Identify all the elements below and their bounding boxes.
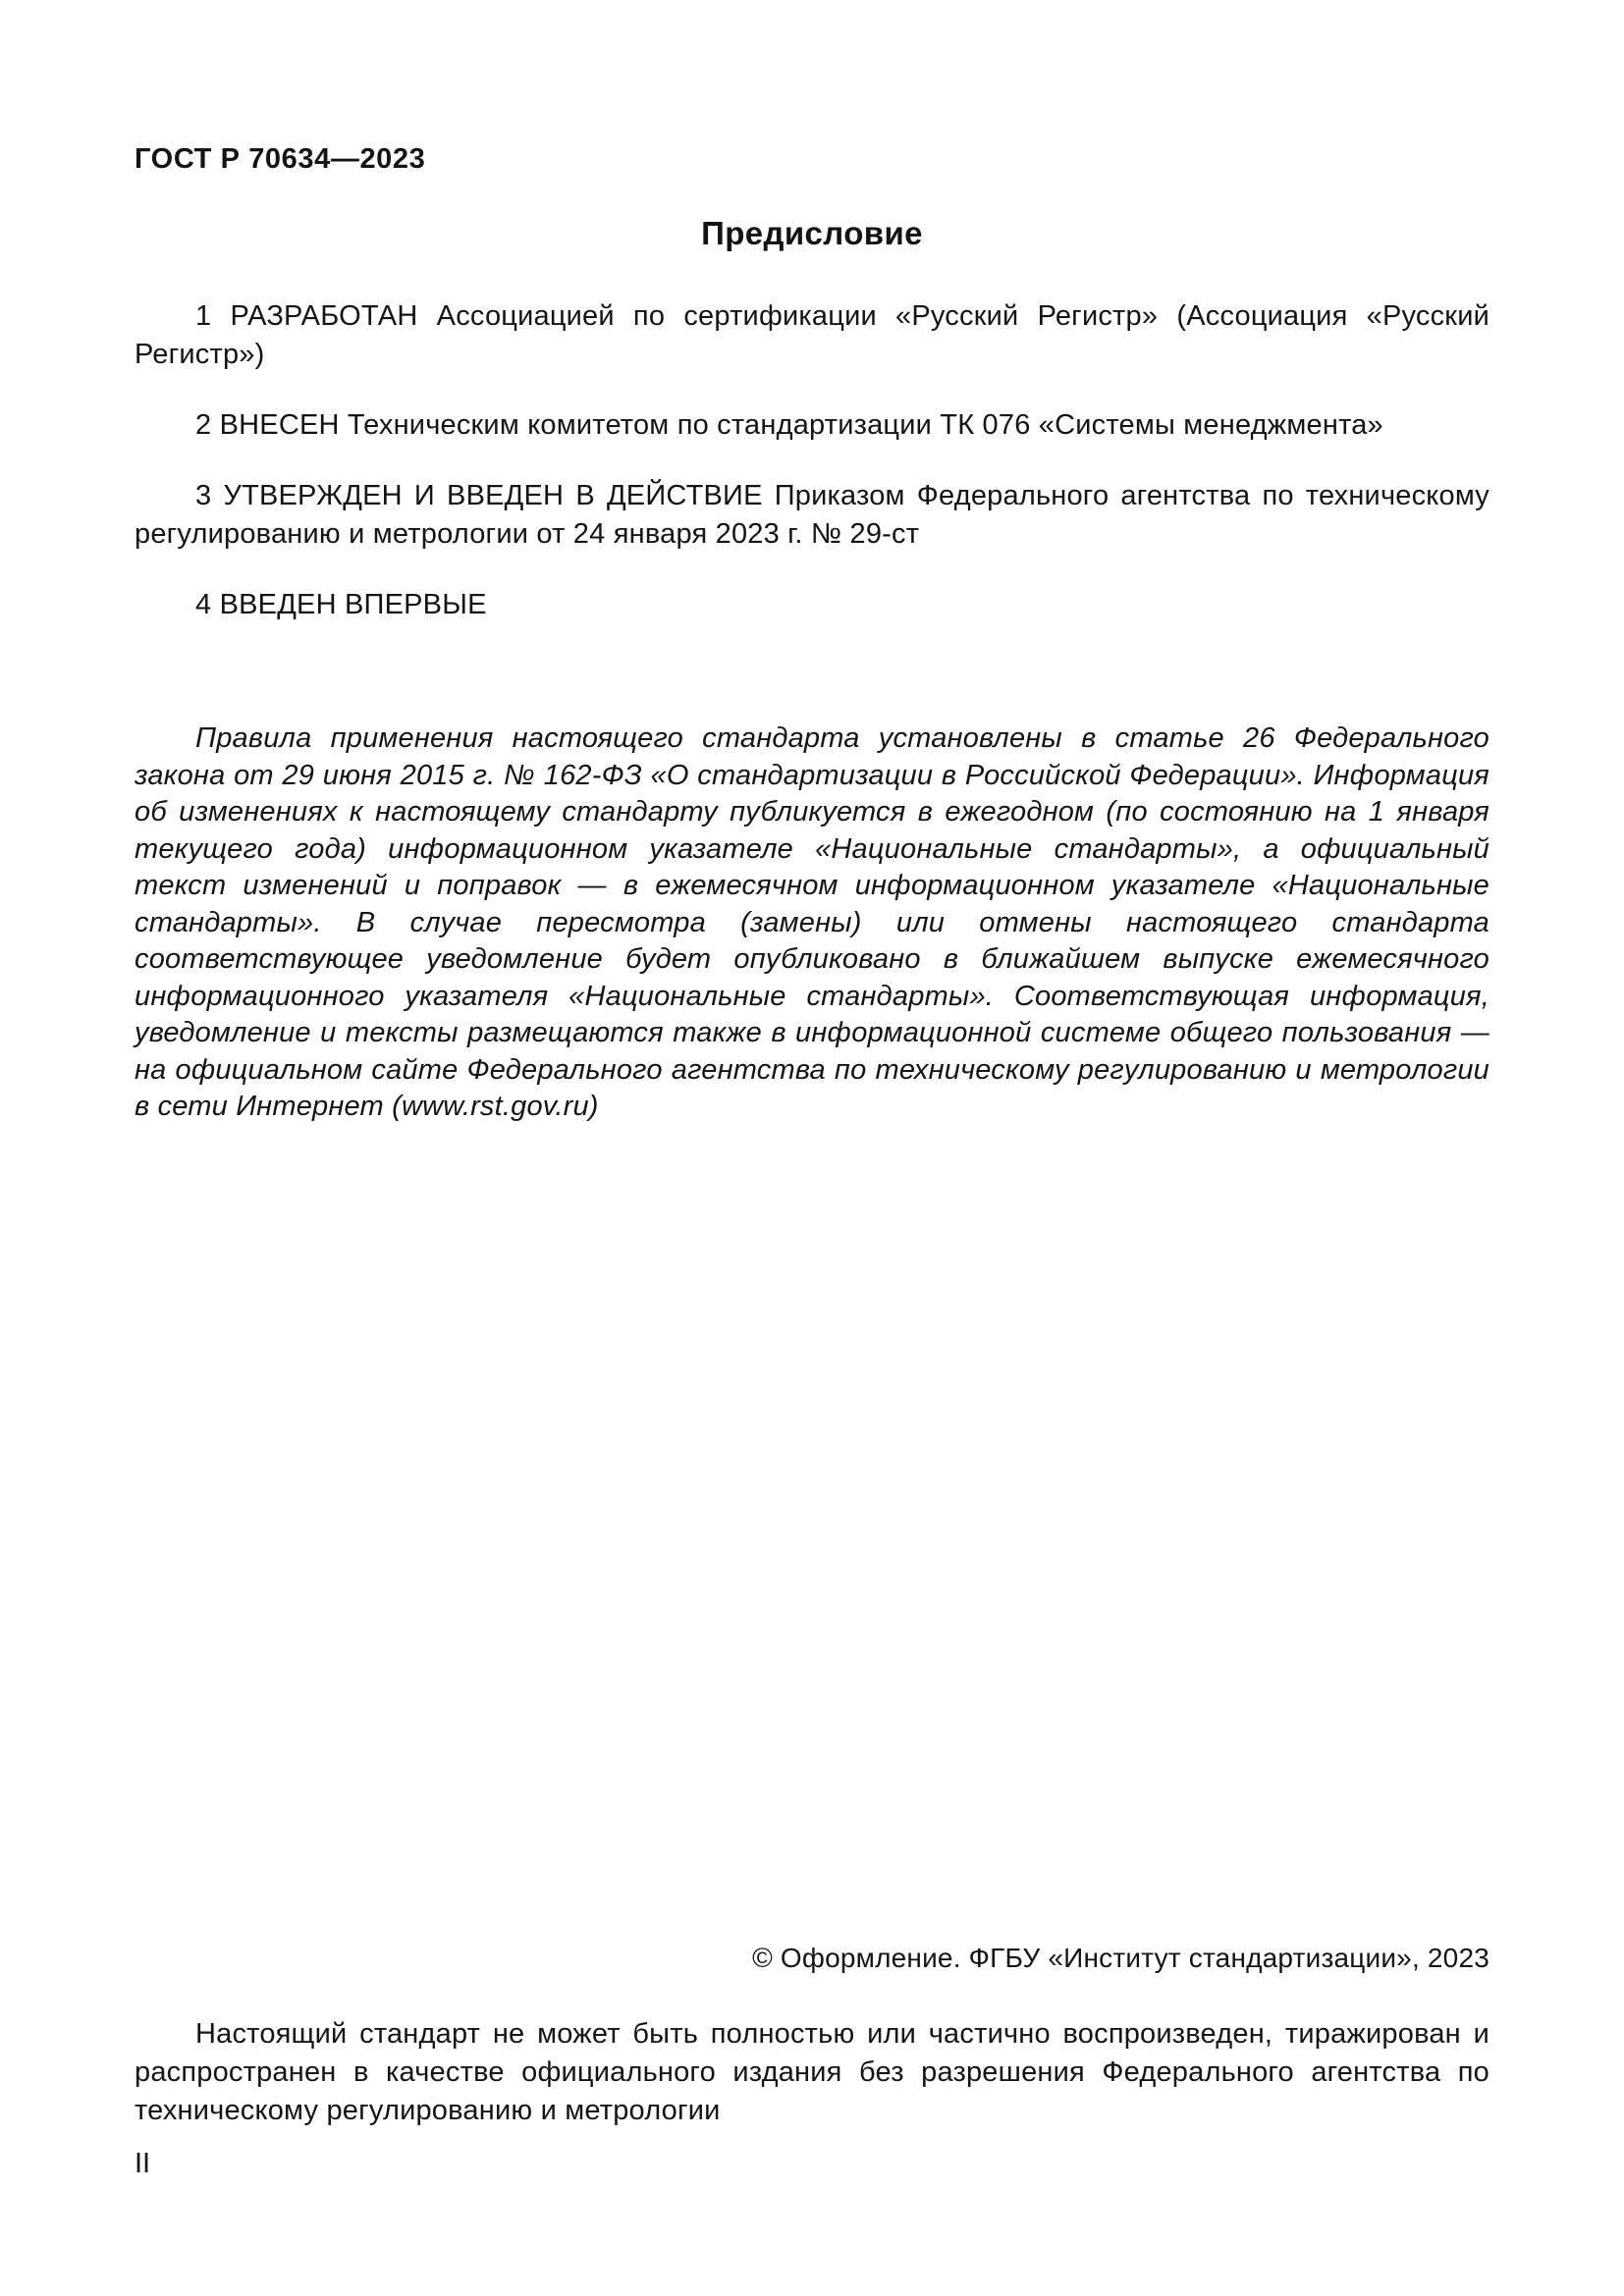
document-code: ГОСТ Р 70634—2023 [135, 143, 426, 175]
legal-notice: Правила применения настоящего стандарта установлены в статье 26 Федерального закона от 29 июня 2015 г. № 162-ФЗ «О стандартизации в Российской Федерации». Информация об изменениях к настоящему стандарту публикуется в ежегодном (по состоянию на 1 января текущего года) информационном указателе «Национальные стандарты», а официальный текст изменений и поправок — в ежемесячном информационном указателе «Национальные стандарты». В случае пересмотра (замены) или отмены настоящего стандарта соответствующее уведомление будет опубликовано в ближайшем выпуске ежемесячного информационного указателя «Национальные стандарты». Соответствующая информация, уведомление и тексты размещаются также в информационной системе общего пользования — на официальном сайте Федерального агентства по техническому регулированию и метрологии в сети Интернет (www.rst.gov.ru) [135, 722, 1489, 1122]
page-footer [135, 1943, 1489, 2180]
foreword-item-submitted: 2 ВНЕСЕН Техническим комитетом по стандартизации ТК 076 «Системы менеджмента» [195, 409, 1383, 441]
foreword-item-approved: 3 УТВЕРЖДЕН И ВВЕДЕН В ДЕЙСТВИЕ Приказом Федерального агентства по техническому регулированию и метрологии от 24 января 2023 г. № 29-ст [135, 480, 1489, 550]
copyright-notice: © Оформление. ФГБУ «Институт стандартизации», 2023 [752, 1943, 1489, 1973]
distribution-notice: Настоящий стандарт не может быть полностью или частично воспроизведен, тиражирован и распространен в качестве официального издания без разрешения Федерального агентства по техническому регулированию и метрологии [135, 2018, 1489, 2126]
foreword-item-developed: 1 РАЗРАБОТАН Ассоциацией по сертификации «Русский Регистр» (Ассоциация «Русский Регистр») [135, 300, 1489, 370]
foreword-section [135, 297, 1489, 624]
page-number: II [135, 2148, 151, 2179]
foreword-item-introduced: 4 ВВЕДЕН ВПЕРВЫЕ [195, 589, 487, 620]
page-title: Предисловие [701, 215, 923, 251]
